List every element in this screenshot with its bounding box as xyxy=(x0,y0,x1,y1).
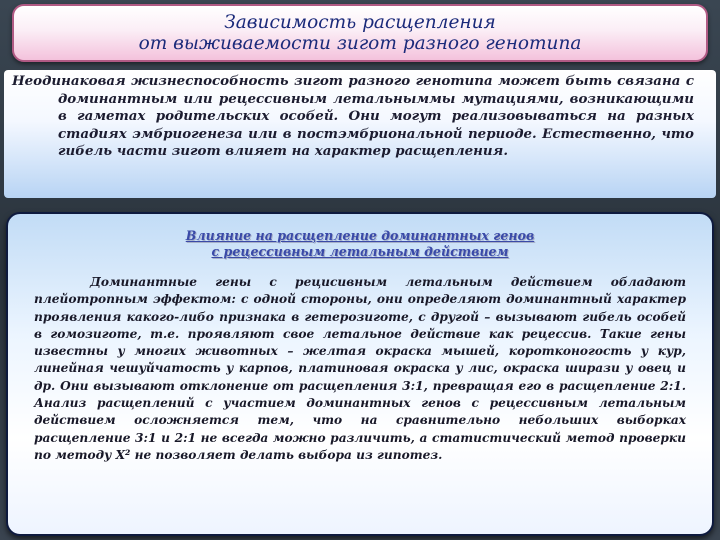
slide-title-line-1: Зависимость расщепления xyxy=(224,12,496,33)
section-body-paragraph: Доминантные гены с рецисивным летальным действием обладают плейотропным эффектом: с одной стороны, они определяют доминантный характер проявления какого-либо признака в гетерозиготе, с другой – вызывают гибель особей в гомозиготе, т.е. проявляют свое летальное действие как рецессив. Такие гены известны у многих животных – желтая окраска мышей, коротконогость у кур, линейная чешуйчатость у карпов, платиновая окраска у лис, окраска ширази у овец и др. Они вызывают отклонение от расщепления 3:1, превращая его в расщепление 2:1. Анализ расщеплений с участием доминантных генов с рецессивным летальным действием осложняется тем, что на сравнительно небольших выборках расщепление 3:1 и 2:1 не всегда можно различить, а статистический метод проверки по методу Х² не позволяет делать выбора из гипотез. xyxy=(34,275,686,462)
section-heading-line-1: Влияние на расщепление доминантных генов xyxy=(185,228,535,243)
intro-panel xyxy=(4,70,716,198)
intro-paragraph: Неодинаковая жизнеспособность зигот разного генотипа может быть связана с доминантным или рецессивным летальныммы мутациями, возникающими в гаметах родительских особей. Они могут реализовываться на разных стадиях эмбриогенеза или в постэмбриональной периоде. Естественно, что гибель части зигот влияет на характер расщепления. xyxy=(12,73,694,160)
section-heading-line-2: с рецессивным летальным действием xyxy=(211,244,509,259)
slide-title-line-2: от выживаемости зигот разного генотипа xyxy=(138,33,582,54)
title-banner xyxy=(12,4,708,62)
content-panel xyxy=(6,212,714,536)
section-heading xyxy=(8,228,712,260)
